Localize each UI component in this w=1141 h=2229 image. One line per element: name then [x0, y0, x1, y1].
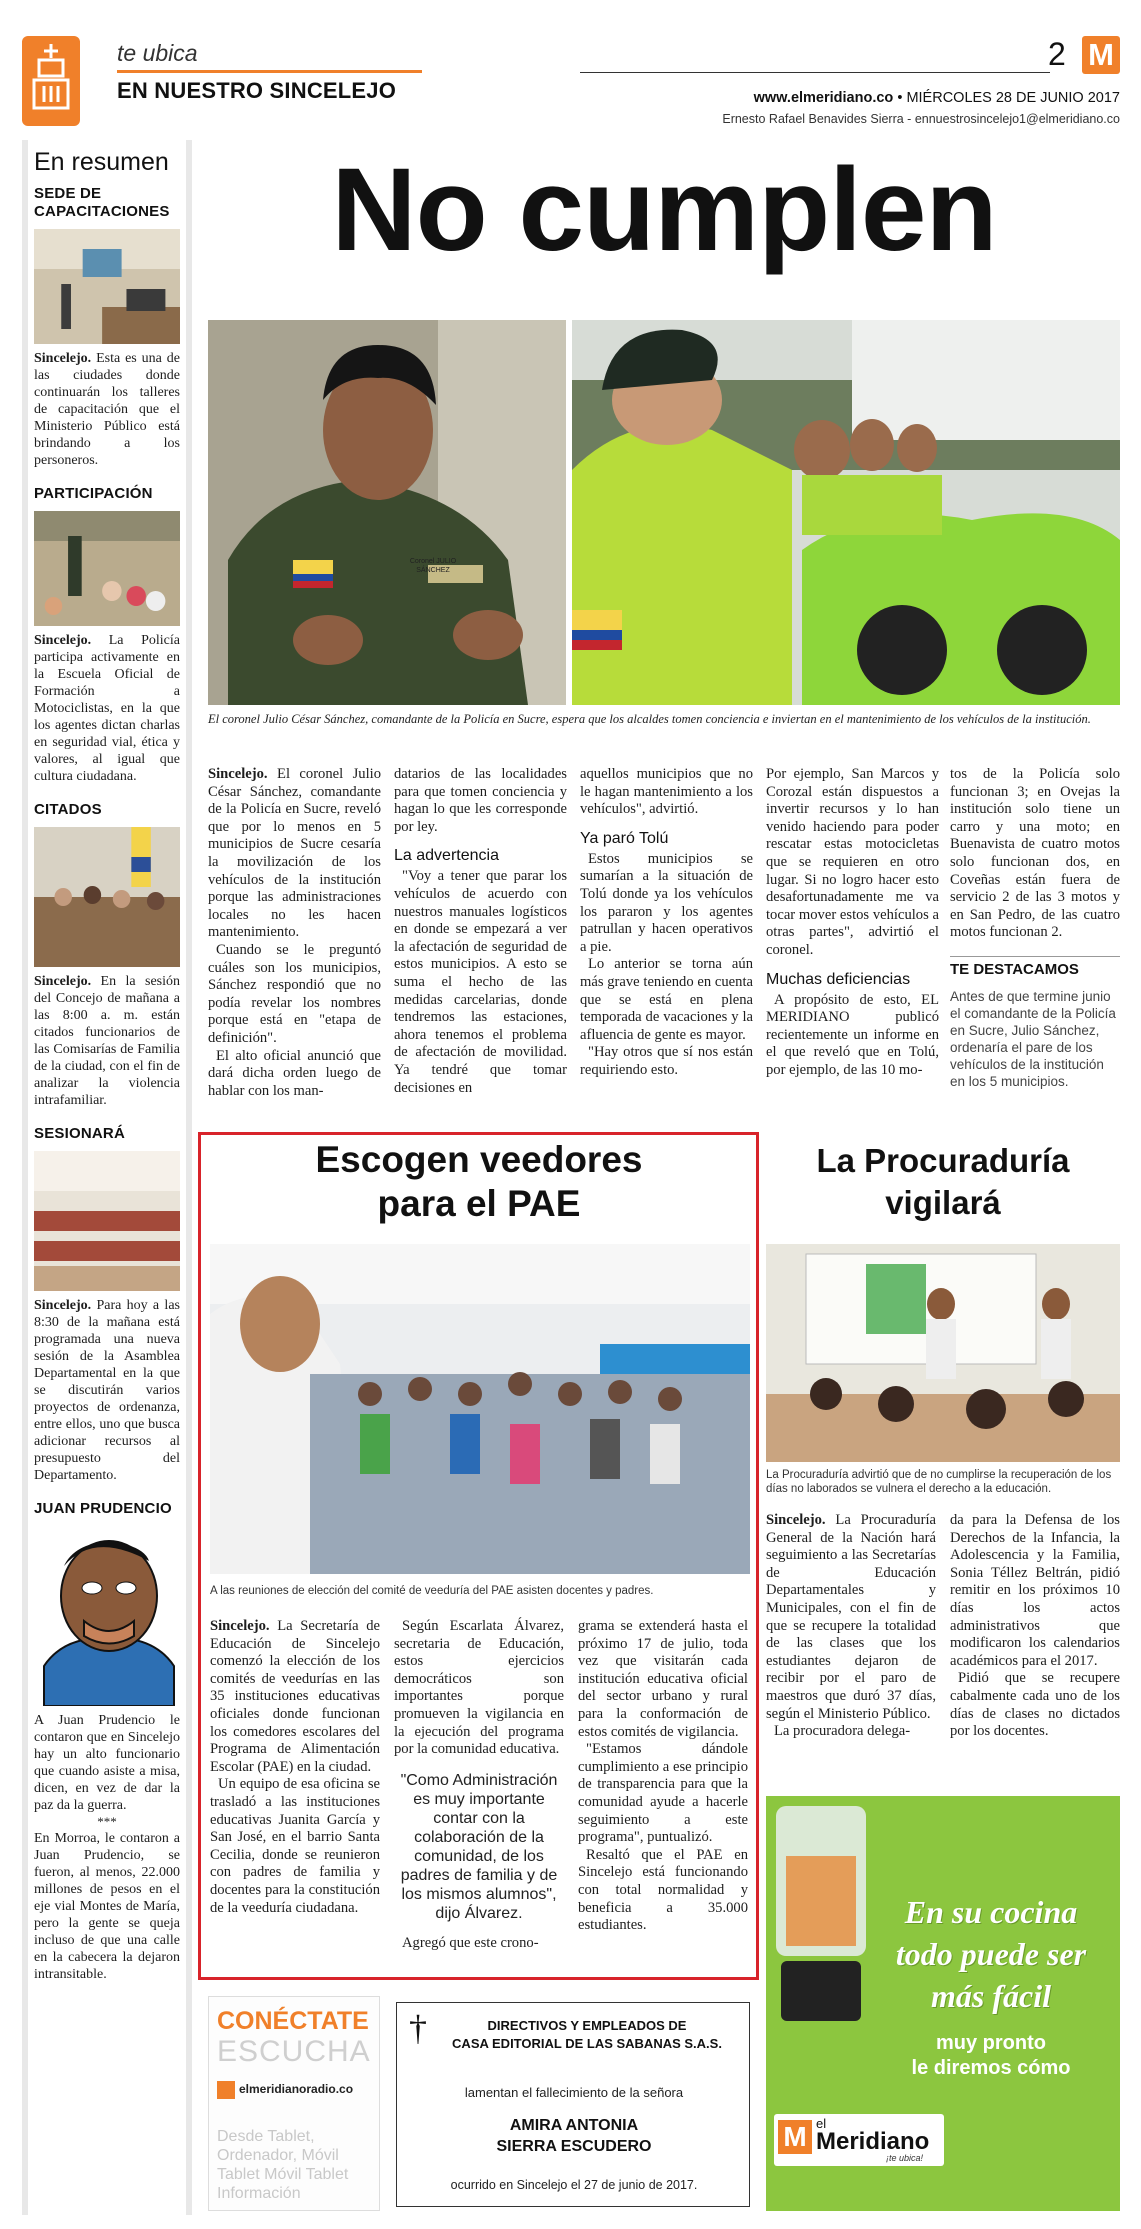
site-url[interactable]: www.elmeridiano.co — [753, 90, 894, 106]
brand-name: Meridiano — [816, 2128, 930, 2155]
juan-prudencio-cartoon — [34, 1526, 180, 1706]
sidebar-head: PARTICIPACIÓN — [34, 485, 153, 502]
highlight-text: Antes de que termine junio el comandante de la Policía en Sucre, Julio Sánchez, ordenaría el pare de los vehículos de la institución en los 5 municipios. — [950, 988, 1116, 1089]
obituary-footer: ocurrido en Sincelejo el 27 de junio de 2017. — [450, 2178, 698, 2192]
sidebar-text: En Morroa, le contaron a Juan Prudencio, se fueron, al menos, 22.000 millones de pesos en el eje vial Montes de María, pero la gente se queja incluso de que una calle en la cabecera la dejaron intransitable. — [34, 1831, 180, 1982]
brand-logo-letter: M — [778, 2120, 812, 2154]
issue-date: MIÉRCOLES 28 DE JUNIO 2017 — [906, 90, 1120, 106]
ad-subline: muy pronto le diremos cómo — [911, 2032, 1071, 2079]
page-number: 2 — [1048, 36, 1066, 72]
main-col-3: aquellos municipios que no le hagan mantenimiento a los vehículos", advirtió. Ya paró Tolú Estos municipios se sumarían a la situación de Tolú donde ya los vehículos los pararon y los agentes patrullan y hacen operativos a pie. Lo anterior se torna aún más grave teniendo en cuenta que se está en plena temporada de vacaciones y la afluencia de gente es mayor. "Hay otros que sí nos están requiriendo esto. — [580, 766, 753, 1078]
sidebar-photo — [34, 229, 180, 344]
main-headline: No cumplen — [331, 144, 997, 276]
pae-headline: Escogen veedores para el PAE — [315, 1139, 643, 1224]
radio-tags: Desde Tablet, Ordenador, Móvil Tablet Móvil Tablet Información — [217, 2128, 349, 2202]
brand-tagline: ¡te ubica! — [886, 2153, 924, 2163]
highlight-title: TE DESTACAMOS — [950, 960, 1079, 978]
sidebar-head: CITADOS — [34, 801, 102, 818]
tower-icon — [22, 36, 80, 126]
main-col-2: datarios de las localidades para que tomen conciencia y hagan lo que les corresponde por ley. La advertencia "Voy a tener que parar los vehículos de acuerdo con nuestros manuales logísticos en donde se empezará a ver la afectación de seguridad de estos municipios. A esto se suma el hecho de las medidas carcelarias, donde tendremos las estaciones, ahora tenemos el problema de afectación de movilidad. Ya tendré que tomar decisiones en — [394, 766, 567, 1096]
sidebar-photo — [34, 827, 180, 967]
subhead: Ya paró Tolú — [580, 829, 669, 847]
pae-col-3: grama se extenderá hasta el próximo 17 de julio, toda vez que visitarán cada institución educativa oficial del sector urbano y rural para la conformación de estos comités de vigilancia. "Estamos dándole cumplimiento a ese principio de transparencia para que la comunidad ayude a hacerle seguimiento a este programa", puntualizó. Resaltó que el PAE en Sincelejo está funcionando con total normalidad y beneficia a 35.000 estudiantes. — [578, 1618, 748, 1934]
author-line: Ernesto Rafael Benavides Sierra - ennuestrosincelejo1@elmeridiano.co — [722, 112, 1120, 126]
sidebar-head: JUAN PRUDENCIO — [34, 1500, 172, 1517]
sidebar-text: Sincelejo. La Policía participa activamente en la Escuela Oficial de Formación a Motociclistas, en la que los agentes dictan charlas en seguridad vial, ética y valores, al igual que cultura ciudadana. — [34, 633, 180, 784]
subhead: La advertencia — [394, 847, 499, 865]
pae-col-1: Sincelejo. La Secretaría de Educación de Sincelejo comenzó la elección de los comités de veedurías en las 35 instituciones educativas oficiales donde funcionan los comedores escolares del Programa de Alimentación Escolar (PAE) en la ciudad. Un equipo de esa oficina se trasladó a las instituciones educativas Juanita García y San José, en el barrio Santa Cecilia, donde se reunieron con padres de familia y docentes para la constitución de la veeduría ciudadana. — [210, 1618, 380, 1916]
meridiano-brand[interactable] — [774, 2114, 944, 2166]
header-dateline: www.elmeridiano.co • MIÉRCOLES 28 DE JUNIO 2017 — [753, 90, 1120, 106]
section-rule — [117, 70, 422, 73]
brand-el: el — [816, 2116, 827, 2131]
sidebar-head: SESIONARÁ — [34, 1125, 125, 1142]
procu-headline: La Procuraduría vigilará — [816, 1142, 1070, 1221]
cross-icon: † — [409, 2008, 427, 2048]
sidebar-head: SEDE DE CAPACITACIONES — [34, 185, 170, 220]
pull-quote: "Como Administración es muy importante contar con la colaboración de la comunidad, de los padres de familia y de los mismos alumnos", dijo Álvarez. — [400, 1771, 558, 1922]
sidebar-text: Sincelejo. En la sesión del Concejo de mañana a las 8:00 a. m. están citados funcionarios de las Comisarías de Familia de la ciudad, con el fin de analizar la violencia intrafamiliar. — [34, 974, 180, 1108]
main-col-5: tos de la Policía solo funcionan 3; en Ovejas la institución solo tiene un carro y una moto; en Buenavista de cuatro motos solo funcionan dos, en Coveñas están fuera de servicio 2 de las 3 motos y en San Pedro, de las cuatro motos funcionan 2. TE DESTACAMOS Antes de que termine junio el comandante de la Policía en Sucre, Julio Sánchez, ordenaría el pare de los vehículos de la institución en los 5 municipios. — [950, 766, 1120, 1089]
radio-ad-line1: CONÉCTATE — [217, 2007, 369, 2035]
sidebar-photo — [34, 1151, 180, 1291]
sidebar-photo — [34, 511, 180, 626]
main-col-4: Por ejemplo, San Marcos y Corozal están dispuestos a invertir recursos y lo han venido haciendo para poder rescatar estas motocicletas que se requieren en otro lugar. Si no logro hacer esto desafortunadamente me va tocar mover estos vehículos a otras partes", advirtió el coronel. Muchas deficiencias A propósito de esto, EL MERIDIANO publicó recientemente un informe en el que reveló que en Tolú, por ejemplo, de las 10 mo- — [766, 766, 939, 1078]
procu-col-2: da para la Defensa de los Derechos de la Infancia, la Adolescencia y la Familia, Sonia Téllez Beltrán, pidió remitir en los próximos 10 días los actos administrativos que modificaron los calendarios académicos para el 2017. Pidió que se recupere cabalmente cada uno de los días de clases no dictados por los docentes. — [950, 1512, 1120, 1740]
procu-caption: La Procuraduría advirtió que de no cumplirse la recuperación de los días no laborados se vulnera el derecho a la educación. — [766, 1469, 1112, 1495]
section-title: EN NUESTRO SINCELEJO — [117, 78, 397, 103]
main-col-1: Sincelejo. El coronel Julio César Sánchez, comandante de la Policía en Sucre, reveló que por lo menos en 5 municipios de Sucre cesaría la movilización de los vehículos de la institución porque las administraciones locales no les hacen mantenimiento. Cuando se le preguntó cuáles son los municipios, Sánchez respondió que no podía revelar los nombres porque está en "etapa de definición". El alto oficial anunció que dará dicha orden luego de hablar con los man- — [208, 766, 381, 1099]
highlight-box — [950, 956, 1120, 1090]
ad-slogan: En su cocina todo puede ser más fácil — [895, 1894, 1087, 2014]
radio-ad[interactable] — [208, 1996, 380, 2211]
section-logo — [22, 36, 80, 126]
cocina-ad[interactable] — [766, 1796, 1120, 2211]
pae-caption: A las reuniones de elección del comité de veeduría del PAE asisten docentes y padres. — [210, 1585, 654, 1597]
sidebar-separator: *** — [97, 1814, 117, 1829]
summary-sidebar — [22, 140, 192, 2215]
radio-ad-line2: ESCUCHA — [217, 2035, 371, 2068]
sidebar-text: A Juan Prudencio le contaron que en Sincelejo hay un alto funcionario que cuando asiste a misa, dicen, en vez de dar la paz da la guerra. — [34, 1713, 180, 1813]
obituary-box — [396, 2002, 750, 2207]
sidebar-text: Sincelejo. Para hoy a las 8:30 de la mañana está programada una nueva sesión de la Asamblea Departamental en la que se discutirán varios proyectos de ordenanza, entre ellos, uno que busca adicionar recursos al presupuesto del Departamento. — [34, 1298, 180, 1483]
subhead: Muchas deficiencias — [766, 970, 911, 988]
procu-col-1: Sincelejo. La Procuraduría General de la Nación hará seguimiento a las Secretarías de Educación Departamentales y Municipales, con el fin de que se recupere la totalidad de las clases que los estudiantes dejaron de recibir por el paro de maestros que duró 37 días, según el Ministerio Público. La procuradora delega- — [766, 1512, 936, 1740]
name-badge: Coronel JULIO SÁNCHEZ — [409, 558, 457, 574]
sidebar-title: En resumen — [34, 148, 169, 176]
main-caption: El coronel Julio César Sánchez, comandante de la Policía en Sucre, espera que los alcaldes tomen conciencia e inviertan en el mantenimiento de los vehículos de la institución. — [208, 712, 1091, 726]
obituary-name: AMIRA ANTONIA SIERRA ESCUDERO — [496, 2117, 652, 2155]
sidebar-text: Sincelejo. Esta es una de las ciudades donde continuarán los talleres de capacitación que el Ministerio Público está brindando a los personeros. — [34, 351, 180, 468]
colonel-photo — [208, 320, 566, 705]
obituary-title: DIRECTIVOS Y EMPLEADOS DE CASA EDITORIAL DE LAS SABANAS S.A.S. — [452, 2018, 722, 2051]
radio-logo-letter — [217, 2081, 235, 2099]
pae-col-2: Según Escarlata Álvarez, secretaria de Educación, estos ejercicios democráticos son importantes porque promueven la vigilancia en la ejecución del programa por la comunidad educativa. "Como Administración es muy importante contar con la colaboración de la comunidad, de los padres de familia y de los mismos alumnos", dijo Álvarez. Agregó que este crono- — [394, 1618, 564, 1951]
section-kicker: te ubica — [117, 40, 198, 66]
pae-photo — [210, 1244, 750, 1574]
paper-logo: M — [1082, 36, 1120, 74]
radio-site[interactable]: elmeridianoradio.co — [239, 2082, 354, 2096]
classroom-photo — [766, 1244, 1120, 1462]
header-rule — [580, 72, 1050, 73]
motorcycles-photo — [572, 320, 1120, 705]
obituary-line: lamentan el fallecimiento de la señora — [464, 2085, 684, 2100]
